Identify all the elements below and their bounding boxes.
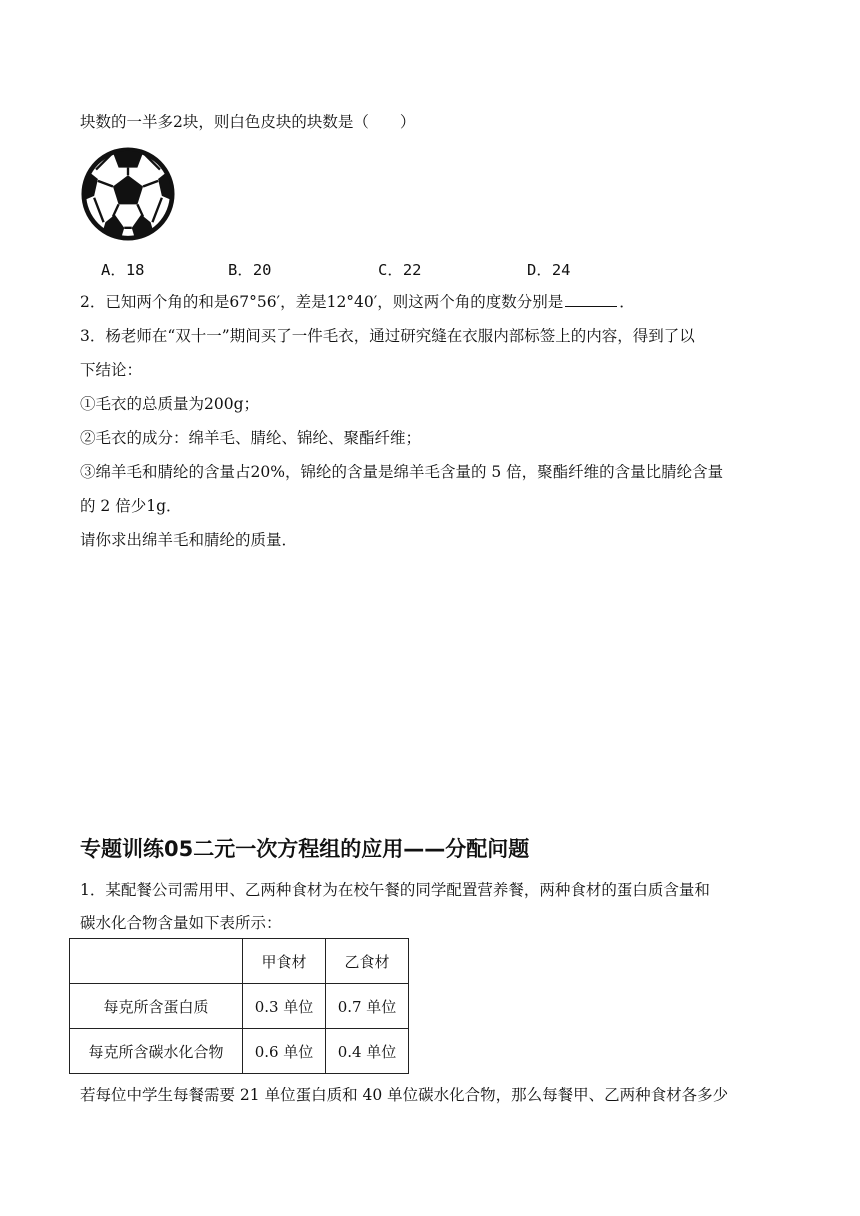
question-3-item-2: ②毛衣的成分：绵羊毛、腈纶、锦纶、聚酯纤维； bbox=[80, 429, 422, 447]
question-2-text: 2．已知两个角的和是67°56′，差是12°40′，则这两个角的度数分别是 bbox=[80, 293, 564, 311]
soccer-ball-image bbox=[80, 147, 176, 241]
section-title: 专题训练05二元一次方程组的应用——分配问题 bbox=[80, 837, 530, 861]
table-header-cell: 乙食材 bbox=[326, 939, 409, 984]
problem-1-line-1: 1．某配餐公司需用甲、乙两种食材为在校午餐的同学配置营养餐，两种食材的蛋白质含量和 bbox=[80, 881, 710, 899]
table-header-cell: 甲食材 bbox=[243, 939, 326, 984]
question-3-item-3b: 的 2 倍少1g． bbox=[80, 497, 182, 515]
option-c: C．22 bbox=[378, 261, 422, 279]
option-b: B．20 bbox=[228, 261, 272, 279]
option-d: D．24 bbox=[527, 261, 571, 279]
nutrition-table bbox=[69, 938, 409, 1074]
table-row bbox=[70, 1029, 409, 1074]
table-cell: 0.4 单位 bbox=[326, 1029, 409, 1074]
problem-1-line-2: 碳水化合物含量如下表所示： bbox=[80, 914, 282, 932]
table-header-cell bbox=[70, 939, 243, 984]
question-3-item-1: ①毛衣的总质量为200g； bbox=[80, 395, 260, 413]
problem-1-end: 若每位中学生每餐需要 21 单位蛋白质和 40 单位碳水化合物，那么每餐甲、乙两种食材各多少 bbox=[80, 1086, 729, 1104]
table-cell: 0.6 单位 bbox=[243, 1029, 326, 1074]
table-cell: 0.7 单位 bbox=[326, 984, 409, 1029]
question-2 bbox=[80, 292, 635, 312]
table-cell: 每克所含蛋白质 bbox=[70, 984, 243, 1029]
table-row bbox=[70, 984, 409, 1029]
table-cell: 每克所含碳水化合物 bbox=[70, 1029, 243, 1074]
question-3-line-2: 下结论： bbox=[80, 361, 143, 379]
question-3-line-1: 3．杨老师在“双十一”期间买了一件毛衣，通过研究缝在衣服内部标签上的内容，得到了以 bbox=[80, 327, 695, 345]
table-header-row bbox=[70, 939, 409, 984]
question-3-item-3a: ③绵羊毛和腈纶的含量占20%，锦纶的含量是绵羊毛含量的 5 倍，聚酯纤维的含量比腈纶含量 bbox=[80, 463, 724, 481]
question-2-end: ． bbox=[619, 293, 635, 311]
option-a: A．18 bbox=[101, 261, 145, 279]
question-3-ask: 请你求出绵羊毛和腈纶的质量． bbox=[80, 531, 298, 549]
table-cell: 0.3 单位 bbox=[243, 984, 326, 1029]
question-1-tail: 块数的一半多2块，则白色皮块的块数是（ ） bbox=[80, 113, 416, 131]
answer-blank bbox=[565, 292, 617, 307]
